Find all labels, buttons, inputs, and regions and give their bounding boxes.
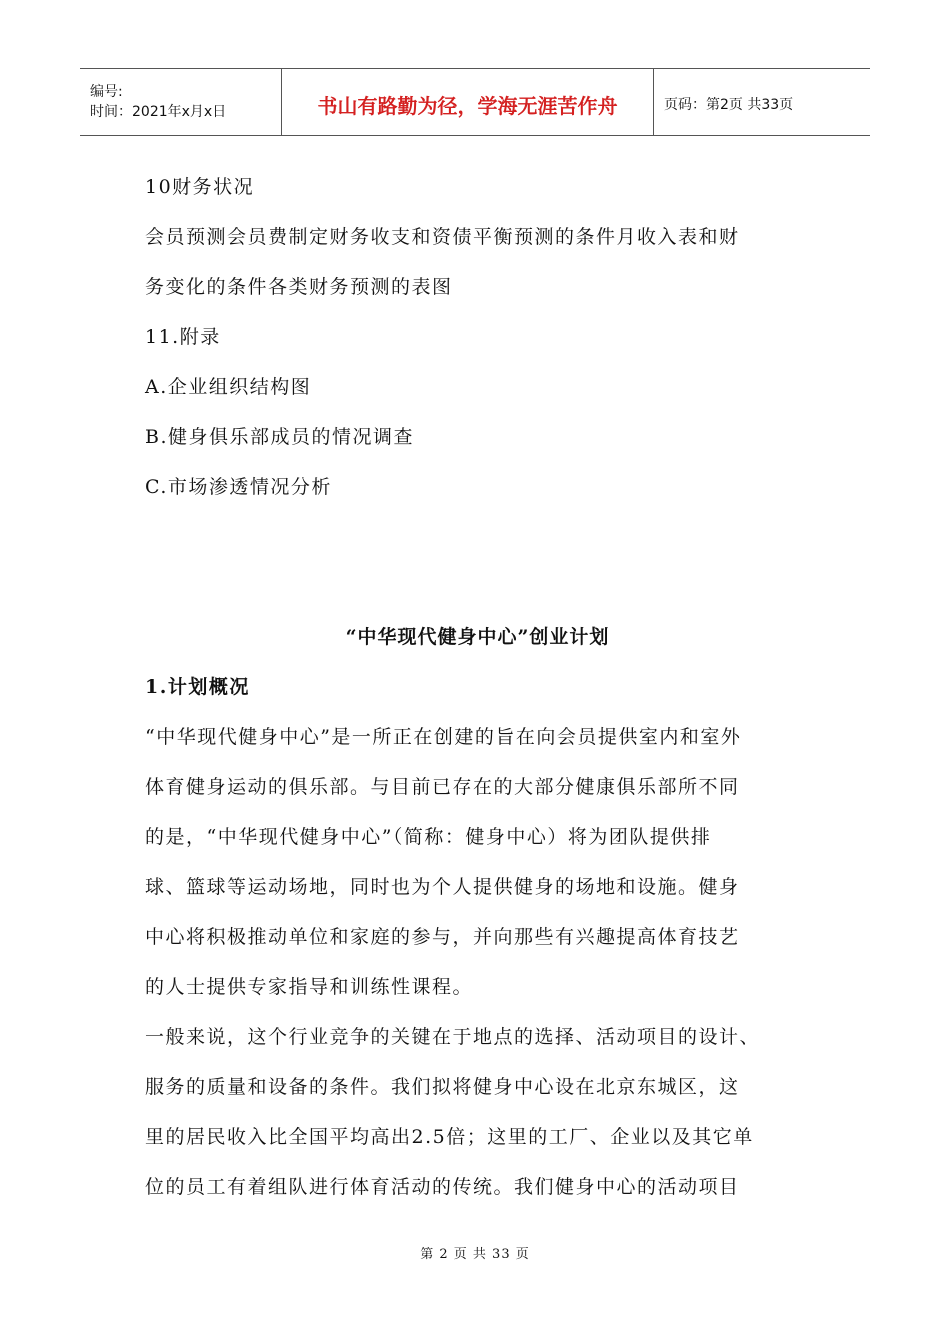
spacer [145,512,810,612]
text-line: 体育健身运动的俱乐部。与目前已存在的大部分健康俱乐部所不同 [145,776,740,798]
text-line: 一般来说，这个行业竞争的关键在于地点的选择、活动项目的设计、 [145,1026,761,1048]
text-line: A.企业组织结构图 [145,376,312,398]
text-line: 的是，“中华现代健身中心”（简称：健身中心）将为团队提供排 [145,826,712,848]
header-motto: 书山有路勤为径，学海无涯苦作舟 [282,69,654,135]
text-line: 的人士提供专家指导和训练性课程。 [145,976,474,998]
text-line: 球、篮球等运动场地，同时也为个人提供健身的场地和设施。健身 [145,876,740,898]
text-line: 服务的质量和设备的条件。我们拟将健身中心设在北京东城区，这 [145,1076,740,1098]
section-heading: 1.计划概况 [145,676,250,698]
time-label: 时间：2021年x月x日 [90,104,227,120]
document-title: “中华现代健身中心”创业计划 [345,626,610,648]
text-line: 位的员工有着组队进行体育活动的传统。我们健身中心的活动项目 [145,1176,740,1198]
text-line: 务变化的条件各类财务预测的表图 [145,276,453,298]
text-line: 里的居民收入比全国平均高出2.5倍；这里的工厂、企业以及其它单 [145,1126,754,1148]
text-line: 中心将积极推动单位和家庭的参与，并向那些有兴趣提高体育技艺 [145,926,740,948]
header-meta [80,69,282,135]
header-page-info: 页码：第2页 共33页 [664,97,794,113]
text-line: C.市场渗透情况分析 [145,476,332,498]
page-footer: 第 2 页 共 33 页 [420,1247,530,1262]
text-line: B.健身俱乐部成员的情况调查 [145,426,415,448]
document-body [145,162,810,1212]
text-line: 10财务状况 [145,176,255,198]
text-line: 11.附录 [145,326,221,348]
number-label: 编号: [90,84,123,100]
text-line: 会员预测会员费制定财务收支和资债平衡预测的条件月收入表和财 [145,226,740,248]
text-line: “中华现代健身中心”是一所正在创建的旨在向会员提供室内和室外 [145,726,742,748]
page-header [80,68,870,136]
